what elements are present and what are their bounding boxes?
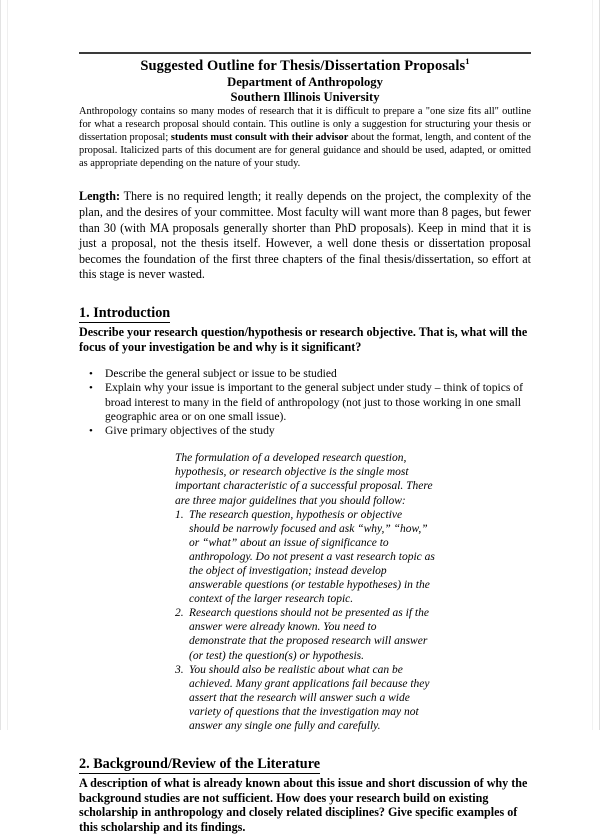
length-label: Length:: [79, 189, 120, 204]
title-block: [79, 58, 531, 105]
section-lead-introduction: Describe your research question/hypothesis or research objective. That is, what will the focus of your investigation be and why is it significant?: [79, 325, 528, 354]
length-text: There is no required length; it really depends on the project, the complexity of the plan, and the desires of your committee. Most faculty will want more than 8 pages, but fewer than 30 (with MA proposals generally shorter than PhD proposals). Keep in mind that it is just a proposal, not the thesis itself. However, a well done thesis or dissertation proposal becomes the foundation of the first three chapters of the final thesis/dissertation, so effort at this stage is never wasted.: [79, 189, 531, 282]
list-item: Research questions should not be presented as if the answer were already known. You need to demonstrate that the proposed research will answer (or test) the question(s) or hypothesis.: [189, 607, 429, 662]
intro-text-bold: students must consult with their advisor: [170, 132, 349, 144]
guidance-lead: The formulation of a developed research question, hypothesis, or research objective is the single most important characteristic of a successful proposal. There are three major guidelines that you should follow:: [175, 452, 433, 507]
header-rule: [79, 52, 531, 54]
document-content: [79, 0, 531, 834]
title-footnote-marker: 1: [465, 56, 470, 67]
section-heading-background: 2. Background/Review of the Literature: [79, 756, 321, 773]
intro-text-part1: Anthropology contains so many modes of research that it is difficult to prepare a "one size fits all" outline for what a research proposal should contain. This outline is only a suggestion for structuring your thesis or dissertation proposal;: [79, 106, 531, 144]
introduction-guidance-block: [79, 451, 435, 733]
list-item: • Describe the general subject or issue to be studied: [87, 367, 531, 381]
page-title-text: Suggested Outline for Thesis/Dissertation Proposals: [140, 58, 466, 74]
list-item: The research question, hypothesis or objective should be narrowly focused and ask “why,” “how,” or “what” about an issue of significance to anthropology. Do not present a vast research topic as the object of investigation; instead develop answerable questions (or testable hypotheses) in the context of the larger research topic.: [189, 508, 435, 606]
department-line: Department of Anthropology: [227, 75, 383, 89]
guidance-numbered-list: [175, 508, 435, 734]
intro-paragraph: [79, 105, 531, 170]
list-item: • Explain why your issue is important to the general subject under study – think of topics of broad interest to many in the field of anthropology (not just to those working in one small geographic area or on one small issue).: [87, 381, 531, 424]
list-item: • Give primary objectives of the study: [87, 424, 531, 438]
section-background: [79, 755, 531, 834]
section-heading-introduction: 1. Introduction: [79, 305, 171, 322]
section-introduction: [79, 304, 531, 733]
list-item: You should also be realistic about what can be achieved. Many grant applications fail because they assert that the research will answer such a wide variety of questions that the investigation may not answer any single one fully and carefully.: [189, 663, 430, 733]
intro-text-part2: about the format, length, and content of the proposal. Italicized parts of this document are for general guidance and should be used, adapted, or omitted as appropriate depending on the nature of your study.: [79, 132, 531, 170]
section-lead-background: A description of what is already known about this issue and short discussion of why the background studies are not sufficient. How does your research build on existing scholarship in anthropology and closely related disciplines? Give specific examples of this scholarship and its findings.: [79, 776, 528, 834]
length-paragraph: [79, 189, 531, 283]
university-line: Southern Illinois University: [230, 90, 380, 104]
introduction-bullet-list: [79, 367, 531, 438]
page-title: [79, 58, 531, 75]
